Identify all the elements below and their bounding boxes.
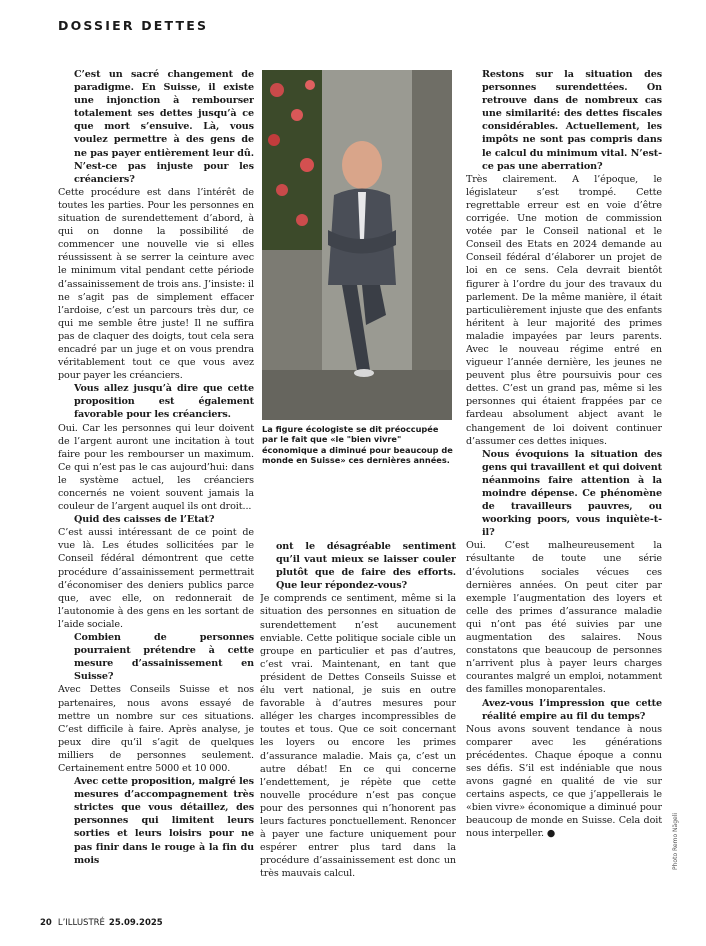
section-title: DOSSIER DETTES: [58, 18, 209, 33]
question-paragraph: ont le désagréable sentiment qu’il vaut mieux se laisser couler plutôt que de faire des efforts. Que leur répondez-vous?: [276, 541, 456, 592]
photo-credit: Photo Remo Nägeli: [672, 812, 679, 870]
answer-paragraph: Nous avons souvent tendance à nous comparer avec les générations précédentes. Chaque époque a connu ses défis. S’il est indéniable que nous avons gagné en qualité de vie sur certains aspects, ce que j’appellerais le «bien vivre» économique a diminué pour beaucoup de monde en Suisse. Cela doit nous interpeller. ●: [466, 723, 662, 840]
photo-caption: La figure écologiste se dit préoccupée par le fait que «le "bien vivre" économique a diminué pour beaucoup de monde en Suisse» ces dernières années.: [262, 424, 453, 466]
question-paragraph: Restons sur la situation des personnes surendettées. On retrouve dans de nombreux cas une similarité: des dettes fiscales considérables. Actuellement, les impôts ne sont pas compris dans le calcul du minimum vital. N’est-ce pas une aberration?: [482, 69, 662, 172]
article-column-1: [58, 68, 254, 898]
question-paragraph: Nous évoquions la situation des gens qui travaillent et qui doivent néanmoins faire attention à la moindre dépense. Ce phénomène de travailleurs pauvres, ou woorking poors, vous inquiète-t-il?: [482, 448, 662, 539]
question-paragraph: Combien de personnes pourraient prétendre à cette mesure d’assainissement en Suisse?: [74, 632, 254, 683]
portrait-photo: [262, 70, 452, 420]
issue-date: 25.09.2025: [108, 918, 163, 928]
portrait-illustration: [262, 70, 452, 420]
page-footer: [40, 918, 163, 928]
answer-paragraph: Oui. Car les personnes qui leur doivent de l’argent auront une incitation à tout faire pour les rembourser un maximum. Ce qui n’est pas le cas aujourd’hui: dans le système actuel, les créanciers concernés ne voient souvent jamais la couleur de l’argent auquel ils ont droit...: [58, 422, 254, 513]
answer-paragraph: Oui. C’est malheureusement la résultante de toute une série d’évolutions sociales vécues ces dernières années. On peut citer par exemple l’augmentation des loyers et celle des primes d’assurance maladie qui n’ont pas été suivies par une augmentation des salaires. Nous constatons que beaucoup de personnes n’arrivent plus à payer leurs charges courantes malgré un emploi, notamment des familles monoparentales.: [466, 540, 662, 696]
question-paragraph: Avez-vous l’impression que cette réalité empire au fil du temps?: [482, 697, 662, 722]
article-column-2: [260, 540, 456, 900]
answer-paragraph: C’est aussi intéressant de ce point de vue là. Les études sollicitées par le Conseil fédéral démontrent que cette procédure d’assainissement permettrait d’économiser des deniers publics parce que, avec elle, on redonnerait de l’autonomie à des gens en les sortant de l’aide sociale.: [58, 527, 254, 630]
page-number: 20: [40, 918, 52, 928]
answer-paragraph: Cette procédure est dans l’intérêt de toutes les parties. Pour les personnes en situation de surendettement d’abord, à qui on donne la possibilité de commencer une nouvelle vie si elles réussissent à se serrer la ceinture avec le minimum vital pendant cette période d’assainissement de trois ans. J’insiste: il ne s’agit pas de simplement effacer l’ardoise, c’est un parcours très dur, ce qui me semble être juste! Il ne suffira pas de claquer des doigts, tout cela sera encadré par un juge et on vous prendra véritablement tout ce que vous avez pour payer les créanciers.: [58, 186, 254, 382]
answer-paragraph: Très clairement. A l’époque, le législateur s’est trompé. Cette regrettable erreur est en voie d’être corrigée. Une motion de commission votée par le Conseil national et le Conseil des Etats en 2024 demande au Conseil fédéral d’élaborer un projet de loi en ce sens. Cela devrait bientôt figurer à l’ordre du jour des travaux du parlement. De la même manière, il était particulièrement injuste que des enfants héritent à leur majorité des primes maladie impayées par leurs parents. Avec le nouveau régime entré en vigueur l’année dernière, les jeunes ne peuvent plus être poursuivis pour ces dettes. C’est un grand pas, même si les personnes qui étaient frappées par ce fardeau absolument abject avant le changement de loi doivent continuer d’assumer ces dettes iniques.: [466, 173, 662, 447]
question-paragraph: C’est un sacré changement de paradigme. En Suisse, il existe une injonction à rembourser totalement ses dettes jusqu’à ce que mort s’ensuive. Là, vous voulez permettre à des gens de ne pas payer entièrement leur dû. N’est-ce pas injuste pour les créanciers?: [74, 69, 254, 185]
question-paragraph: Avec cette proposition, malgré les mesures d’accompagnement très strictes que vous détaillez, des personnes qui limitent leurs sorties et leurs loisirs pour ne pas finir dans le rouge à la fin du mois: [74, 776, 254, 866]
article-column-3: [466, 68, 662, 898]
magazine-name: L’ILLUSTRÉ: [57, 918, 105, 928]
answer-paragraph: Avec Dettes Conseils Suisse et nos partenaires, nous avons essayé de mettre un nombre sur ces situations. C’est difficile à faire. Après analyse, je peux dire qu’il s’agit de quelques milliers de personnes seulement. Certainement entre 5000 et 10 000.: [58, 684, 254, 774]
answer-paragraph: Je comprends ce sentiment, même si la situation des personnes en situation de surendettement n’est aucunement enviable. Cette politique sociale cible un groupe en particulier et pas d’autres, c’est vrai. Maintenant, en tant que président de Dettes Conseils Suisse et élu vert national, je suis en outre favorable à d’autres mesures pour alléger les charges incompressibles de toutes et tous. Que ce soit concernant les loyers ou encore les primes d’assurance maladie. Mais ça, c’est un autre débat! En ce qui concerne l’endettement, je répète que cette nouvelle procédure n’est pas conçue pour des personnes qui n’honorent pas leurs factures ponctuellement. Renoncer à payer une facture uniquement pour espérer entrer plus tard dans la procédure d’assainissement est donc un très mauvais calcul.: [260, 593, 456, 880]
question-paragraph: Quid des caisses de l’Etat?: [74, 514, 215, 526]
question-paragraph: Vous allez jusqu’à dire que cette proposition est également favorable pour les créanciers.: [74, 383, 254, 421]
